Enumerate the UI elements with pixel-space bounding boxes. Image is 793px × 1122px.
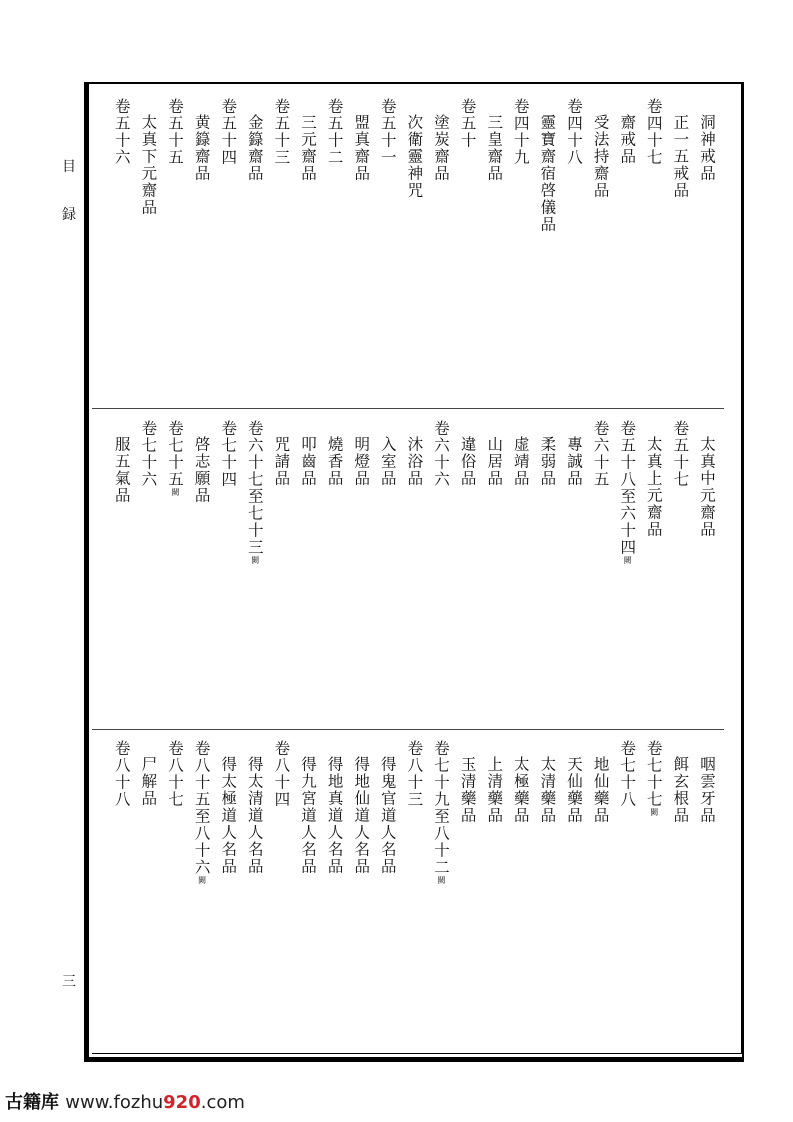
toc-entry-text: 塗炭齋品: [432, 114, 450, 182]
toc-column: [699, 436, 715, 538]
toc-column: [327, 98, 343, 166]
toc-entry-text: 燒香品: [325, 436, 344, 487]
toc-column: [380, 756, 396, 875]
toc-column: [539, 756, 555, 824]
toc-column: [140, 420, 156, 488]
toc-column: [539, 436, 555, 487]
toc-entry-text: 卷八十五至八十六: [192, 740, 211, 876]
toc-entry-text: 卷八十七: [166, 740, 184, 808]
toc-column: [486, 114, 502, 182]
toc-entry-text: 入室品: [378, 436, 397, 487]
toc-entry-text: 虚靖品: [511, 436, 530, 487]
toc-column: [460, 436, 476, 487]
toc-column: [327, 756, 343, 875]
toc-entry-text: 咽雲牙品: [698, 756, 716, 824]
toc-column: [539, 114, 555, 233]
toc-column: [114, 436, 130, 504]
toc-entry-text: 黄籙齋品: [192, 114, 211, 182]
toc-entry-text: 三元齋品: [299, 114, 317, 182]
toc-column: [566, 98, 582, 166]
toc-column: [114, 98, 130, 166]
toc-column: [273, 98, 289, 166]
toc-entry-text: 卷七十九至八十二: [432, 740, 450, 876]
toc-entry-text: 得地真道人名品: [325, 756, 344, 875]
toc-column: [513, 436, 529, 487]
toc-column: [593, 114, 609, 199]
toc-entry-text: 次衛靈神咒: [405, 114, 424, 199]
toc-entry-text: 太極藥品: [511, 756, 530, 824]
toc-entry-text: 尸解品: [139, 756, 158, 807]
toc-entry-text: 明燈品: [352, 436, 371, 487]
toc-entry-text: 違俗品: [458, 436, 477, 487]
toc-column: [646, 436, 662, 538]
toc-entry-text: 卷四十八: [565, 98, 583, 166]
toc-column: [300, 114, 316, 182]
toc-column: [140, 114, 156, 216]
toc-column: [273, 436, 289, 487]
toc-column: [167, 98, 183, 166]
toc-entry-text: 天仙藥品: [565, 756, 583, 824]
toc-entry-text: 卷七十七: [644, 740, 663, 808]
margin-title-char-2: 録: [62, 207, 76, 223]
missing-volume-tag: 闕: [250, 556, 260, 564]
inner-border: [92, 84, 742, 1054]
toc-column: [273, 740, 289, 808]
toc-column: [353, 436, 369, 487]
toc-column: [513, 756, 529, 824]
toc-entry-text: 卷五十二: [325, 98, 344, 166]
toc-column: [460, 98, 476, 149]
toc-entry-text: 叩齒品: [299, 436, 317, 487]
toc-column: [194, 436, 210, 504]
toc-entry-text: 齋戒品: [618, 114, 637, 165]
toc-column: [619, 740, 635, 808]
missing-volume-tag: 闕: [171, 488, 180, 496]
section-divider-2: [92, 729, 724, 730]
toc-column: [167, 420, 183, 496]
toc-column: [380, 436, 396, 487]
toc-entry-text: 卷五十三: [272, 98, 291, 166]
toc-column: [300, 436, 316, 487]
toc-column: [327, 436, 343, 487]
toc-column: [194, 114, 210, 182]
toc-entry-text: 卷八十八: [112, 740, 131, 808]
toc-entry-text: 正一五戒品: [671, 114, 690, 199]
toc-entry-text: 得鬼官道人名品: [378, 756, 397, 875]
toc-entry-text: 玉清藥品: [458, 756, 477, 824]
toc-column: [380, 98, 396, 166]
missing-volume-tag: 闕: [623, 556, 633, 564]
missing-volume-tag: 闕: [197, 876, 207, 884]
toc-column: [353, 114, 369, 182]
toc-entry-text: 得九宮道人名品: [299, 756, 317, 875]
toc-entry-text: 卷五十: [458, 98, 477, 149]
toc-column: [300, 756, 316, 875]
watermark-cn: 古籍库: [5, 1092, 59, 1113]
toc-entry-text: 洞神戒品: [698, 114, 716, 182]
toc-column: [593, 420, 609, 488]
toc-column: [433, 420, 449, 488]
toc-entry-text: 受法持齋品: [591, 114, 610, 199]
toc-column: [220, 420, 236, 488]
toc-entry-text: 卷六十七至七十三: [245, 420, 264, 556]
toc-column: [433, 114, 449, 182]
toc-entry-text: 地仙藥品: [591, 756, 610, 824]
toc-column: [247, 114, 263, 182]
toc-entry-text: 卷八十三: [405, 740, 424, 808]
toc-column: [672, 756, 688, 824]
toc-entry-text: 卷六十六: [432, 420, 450, 488]
toc-entry-text: 上清藥品: [485, 756, 504, 824]
toc-column: [566, 756, 582, 824]
toc-entry-text: 三皇齋品: [485, 114, 504, 182]
toc-entry-text: 專誠品: [565, 436, 583, 487]
toc-entry-text: 沐浴品: [405, 436, 424, 487]
section-divider-1: [92, 408, 724, 409]
toc-column: [646, 98, 662, 166]
watermark-tld: .com: [200, 1092, 245, 1113]
toc-column: [486, 756, 502, 824]
toc-entry-text: 卷五十七: [671, 420, 690, 488]
toc-entry-text: 得太清道人名品: [245, 756, 264, 875]
toc-column: [699, 114, 715, 182]
toc-entry-text: 太清藥品: [538, 756, 557, 824]
toc-entry-text: 金籙齋品: [245, 114, 264, 182]
toc-column: [672, 420, 688, 488]
toc-column: [593, 756, 609, 824]
toc-column: [513, 98, 529, 166]
toc-entry-text: 靈寶齋宿啓儀品: [538, 114, 557, 233]
toc-entry-text: 啓志願品: [192, 436, 211, 504]
toc-column: [460, 756, 476, 824]
watermark-num: 920: [163, 1092, 201, 1113]
toc-column: [433, 740, 449, 884]
toc-column: [646, 740, 662, 816]
toc-entry-text: 卷七十六: [139, 420, 158, 488]
toc-entry-text: 卷六十五: [591, 420, 610, 488]
toc-entry-text: 餌玄根品: [671, 756, 690, 824]
toc-entry-text: 得地仙道人名品: [352, 756, 371, 875]
toc-column: [220, 98, 236, 166]
margin-title-char-1: 目: [62, 159, 76, 175]
toc-entry-text: 咒請品: [272, 436, 291, 487]
toc-column: [566, 436, 582, 487]
toc-entry-text: 卷八十四: [272, 740, 291, 808]
toc-entry-text: 卷五十一: [378, 98, 397, 166]
missing-volume-tag: 闕: [437, 876, 446, 884]
toc-entry-text: 卷四十七: [644, 98, 663, 166]
toc-entry-text: 卷五十四: [219, 98, 238, 166]
toc-column: [167, 740, 183, 808]
toc-column: [406, 114, 422, 199]
toc-entry-text: 卷五十八至六十四: [618, 420, 637, 556]
toc-column: [406, 436, 422, 487]
toc-entry-text: 太真上元齋品: [644, 436, 663, 538]
toc-column: [247, 420, 263, 564]
toc-entry-text: 卷四十九: [511, 98, 530, 166]
toc-column: [619, 420, 635, 564]
toc-column: [220, 756, 236, 875]
toc-entry-text: 太真中元齋品: [698, 436, 716, 538]
toc-column: [406, 740, 422, 808]
toc-column: [247, 756, 263, 875]
toc-column: [114, 740, 130, 808]
page-number: 三: [62, 974, 76, 990]
toc-entry-text: 山居品: [485, 436, 504, 487]
toc-entry-text: 卷七十五: [166, 420, 184, 488]
toc-column: [353, 756, 369, 875]
toc-column: [672, 114, 688, 199]
toc-entry-text: 得太極道人名品: [219, 756, 238, 875]
toc-column: [699, 756, 715, 824]
missing-volume-tag: 闕: [649, 808, 659, 816]
toc-column: [486, 436, 502, 487]
toc-column: [619, 114, 635, 165]
site-watermark: [5, 1088, 245, 1114]
toc-entry-text: 卷五十五: [166, 98, 184, 166]
toc-column: [194, 740, 210, 884]
toc-entry-text: 盟真齋品: [352, 114, 371, 182]
toc-entry-text: 太真下元齋品: [139, 114, 158, 216]
toc-entry-text: 柔弱品: [538, 436, 557, 487]
toc-entry-text: 卷七十四: [219, 420, 238, 488]
toc-entry-text: 服五氣品: [112, 436, 131, 504]
toc-entry-text: 卷七十八: [618, 740, 637, 808]
toc-entry-text: 卷五十六: [112, 98, 131, 166]
watermark-www: www.fozhu: [65, 1092, 164, 1113]
toc-column: [140, 756, 156, 807]
